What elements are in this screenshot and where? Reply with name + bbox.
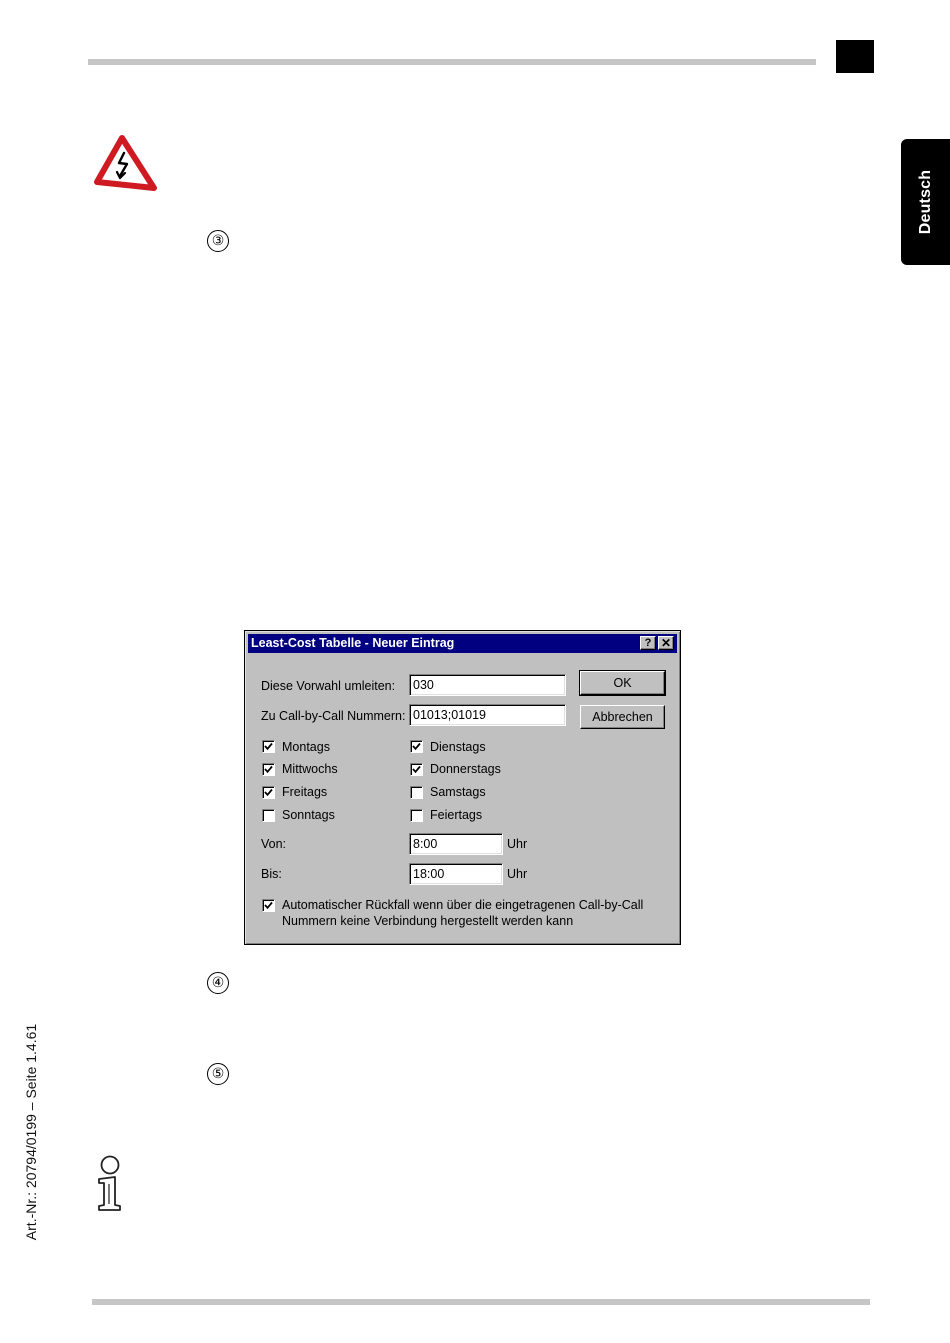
freitags-label: Freitags: [282, 785, 328, 799]
dienstags-checkbox[interactable]: [410, 740, 423, 753]
checkmark-icon: [264, 765, 273, 774]
language-tab-label: Deutsch: [916, 169, 934, 235]
least-cost-dialog: [244, 630, 681, 945]
von-input[interactable]: 8:00: [409, 833, 503, 855]
donnerstags-label: Donnerstags: [430, 762, 501, 776]
bis-input[interactable]: 18:00: [409, 863, 503, 885]
checkmark-icon: [264, 901, 273, 910]
step-marker-4: ④: [207, 972, 229, 994]
help-button[interactable]: ?: [640, 636, 656, 650]
checkmark-icon: [264, 788, 273, 797]
bis-label: Bis:: [261, 867, 282, 881]
fallback-checkbox[interactable]: [262, 899, 275, 912]
von-label: Von:: [261, 837, 287, 851]
fallback-label-line2: Nummern keine Verbindung hergestellt werden kann: [282, 914, 574, 928]
dialog-title: Least-Cost Tabelle - Neuer Eintrag: [251, 636, 455, 650]
mittwochs-checkbox[interactable]: [262, 763, 275, 776]
warning-triangle-icon: [92, 134, 158, 194]
page-marker-block: [836, 40, 874, 73]
dialog-titlebar: [248, 634, 677, 653]
feiertags-label: Feiertags: [430, 808, 483, 822]
bis-unit: Uhr: [507, 867, 528, 881]
close-button[interactable]: ✕: [658, 636, 674, 650]
dienstags-label: Dienstags: [430, 740, 486, 754]
step-marker-3: ③: [207, 230, 229, 252]
samstags-checkbox[interactable]: [410, 786, 423, 799]
step-marker-5: ⑤: [207, 1063, 229, 1085]
mittwochs-label: Mittwochs: [282, 762, 338, 776]
bottom-rule: [92, 1299, 870, 1305]
language-tab: [901, 139, 950, 265]
samstags-label: Samstags: [430, 785, 486, 799]
sonntags-label: Sonntags: [282, 808, 335, 822]
article-number-text: Art.-Nr.: 20794/0199 – Seite 1.4.61: [23, 1023, 39, 1241]
sonntags-checkbox[interactable]: [262, 809, 275, 822]
vorwahl-input[interactable]: 030: [409, 674, 566, 696]
top-rule: [88, 59, 816, 65]
checkmark-icon: [412, 742, 421, 751]
ok-button[interactable]: OK: [580, 671, 665, 695]
donnerstags-checkbox[interactable]: [410, 763, 423, 776]
cbc-label: Zu Call-by-Call Nummern:: [261, 709, 406, 723]
checkmark-icon: [264, 742, 273, 751]
cbc-input[interactable]: 01013;01019: [409, 704, 566, 726]
fallback-label-line1: Automatischer Rückfall wenn über die eingetragenen Call-by-Call: [282, 898, 644, 912]
von-unit: Uhr: [507, 837, 528, 851]
montags-label: Montags: [282, 740, 330, 754]
montags-checkbox[interactable]: [262, 740, 275, 753]
feiertags-checkbox[interactable]: [410, 809, 423, 822]
cancel-button[interactable]: Abbrechen: [580, 705, 665, 729]
vorwahl-label: Diese Vorwahl umleiten:: [261, 679, 396, 693]
freitags-checkbox[interactable]: [262, 786, 275, 799]
info-icon: [94, 1154, 126, 1214]
checkmark-icon: [412, 765, 421, 774]
